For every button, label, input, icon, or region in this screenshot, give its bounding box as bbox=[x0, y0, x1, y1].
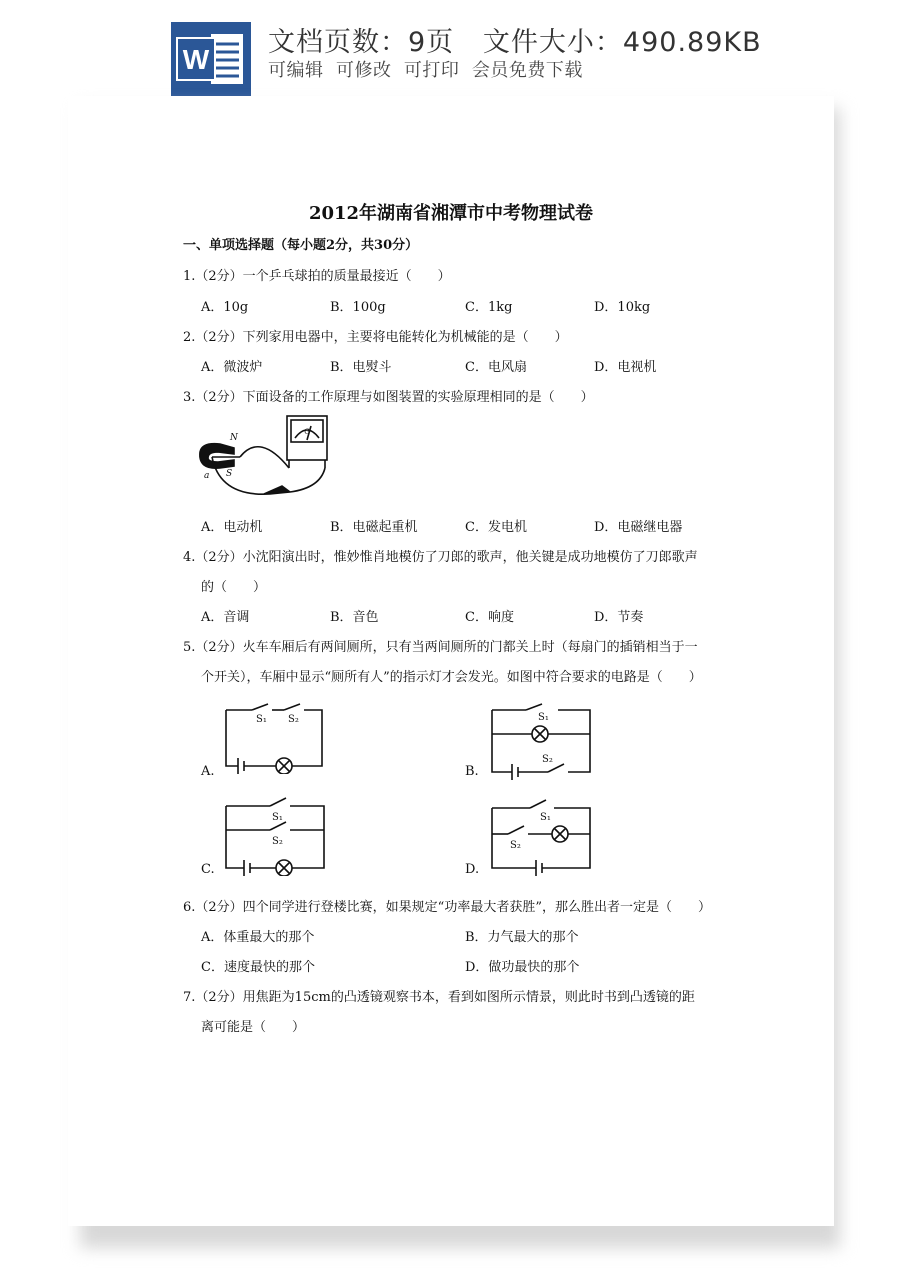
q6-option-b: B．力气最大的那个 bbox=[465, 930, 579, 945]
question-4-stem-line1: 4.（2分）小沈阳演出时，惟妙惟肖地模仿了刀郎的歌声，他关键是成功地模仿了刀郎歌声 bbox=[183, 550, 698, 565]
q3-induction-apparatus-figure bbox=[190, 412, 358, 512]
q3-option-c: C．发电机 bbox=[465, 520, 527, 535]
word-icon-letter: W bbox=[182, 44, 210, 75]
q4-option-d: D．节奏 bbox=[594, 610, 644, 625]
q4-option-c: C．响度 bbox=[465, 610, 514, 625]
circuit-d-s2-label: S₂ bbox=[510, 840, 521, 851]
word-document-icon bbox=[171, 22, 251, 96]
circuit-c-diagram bbox=[220, 796, 330, 876]
q6-option-d: D．做功最快的那个 bbox=[465, 960, 580, 975]
q6-option-a: A．体重最大的那个 bbox=[201, 930, 315, 945]
q6-option-c: C．速度最快的那个 bbox=[201, 960, 315, 975]
section-heading: 一、单项选择题（每小题2分，共30分） bbox=[183, 238, 419, 253]
q5-option-d: D. bbox=[465, 862, 480, 877]
page-title: 2012年湖南省湘潭市中考物理试卷 bbox=[308, 203, 594, 224]
banner-features: 可编辑 可修改 可打印 会员免费下载 bbox=[268, 60, 583, 81]
galvanometer-label: G bbox=[304, 428, 310, 436]
magnet-s-label: S bbox=[226, 469, 233, 479]
circuit-c-s1-label: S₁ bbox=[272, 812, 283, 823]
banner-doc-info: 文档页数：9页 文件大小：490.89KB bbox=[268, 27, 762, 58]
q5-option-c: C. bbox=[201, 862, 215, 877]
circuit-b-s2-label: S₂ bbox=[542, 754, 553, 765]
q3-option-b: B．电磁起重机 bbox=[330, 520, 418, 535]
circuit-d-s1-label: S₁ bbox=[540, 812, 551, 823]
q2-option-c: C．电风扇 bbox=[465, 360, 527, 375]
circuit-d-diagram bbox=[486, 796, 598, 876]
download-banner bbox=[0, 0, 900, 96]
question-7-stem-line2: 离可能是（ ） bbox=[201, 1020, 306, 1035]
q5-option-b: B. bbox=[465, 764, 479, 779]
q4-option-a: A．音调 bbox=[201, 610, 250, 625]
q3-option-a: A．电动机 bbox=[201, 520, 263, 535]
q1-option-a: A．10g bbox=[201, 300, 249, 315]
circuit-b-diagram bbox=[486, 702, 596, 780]
circuit-a-diagram bbox=[218, 700, 328, 774]
wire-a-label: a bbox=[204, 471, 210, 481]
question-7-stem-line1: 7.（2分）用焦距为15cm的凸透镜观察书本，看到如图所示情景，则此时书到凸透镜的距 bbox=[183, 990, 695, 1005]
circuit-b-s1-label: S₁ bbox=[538, 712, 549, 723]
circuit-a-s2-label: S₂ bbox=[288, 714, 299, 725]
q1-option-d: D．10kg bbox=[594, 300, 651, 315]
circuit-a-s1-label: S₁ bbox=[256, 714, 267, 725]
q3-option-d: D．电磁继电器 bbox=[594, 520, 683, 535]
question-5-stem-line1: 5.（2分）火车车厢后有两间厕所，只有当两间厕所的门都关上时（每扇门的插销相当于一 bbox=[183, 640, 698, 655]
question-1-stem: 1.（2分）一个乒乓球拍的质量最接近（ ） bbox=[183, 269, 451, 284]
question-3-stem: 3.（2分）下面设备的工作原理与如图装置的实验原理相同的是（ ） bbox=[183, 390, 594, 405]
q2-option-b: B．电熨斗 bbox=[330, 360, 392, 375]
question-2-stem: 2.（2分）下列家用电器中，主要将电能转化为机械能的是（ ） bbox=[183, 330, 568, 345]
question-5-stem-line2: 个开关），车厢中显示“厕所有人”的指示灯才会发光。如图中符合要求的电路是（ ） bbox=[201, 670, 702, 685]
question-4-stem-line2: 的（ ） bbox=[201, 580, 267, 595]
q2-option-d: D．电视机 bbox=[594, 360, 657, 375]
q1-option-b: B．100g bbox=[330, 300, 386, 315]
question-6-stem: 6.（2分）四个同学进行登楼比赛，如果规定“功率最大者获胜”，那么胜出者一定是（ ） bbox=[183, 900, 711, 915]
q2-option-a: A．微波炉 bbox=[201, 360, 263, 375]
q5-option-a: A. bbox=[201, 764, 215, 779]
q1-option-c: C．1kg bbox=[465, 300, 513, 315]
document-page bbox=[68, 96, 834, 1226]
circuit-c-s2-label: S₂ bbox=[272, 836, 283, 847]
q4-option-b: B．音色 bbox=[330, 610, 379, 625]
magnet-n-label: N bbox=[230, 433, 238, 443]
